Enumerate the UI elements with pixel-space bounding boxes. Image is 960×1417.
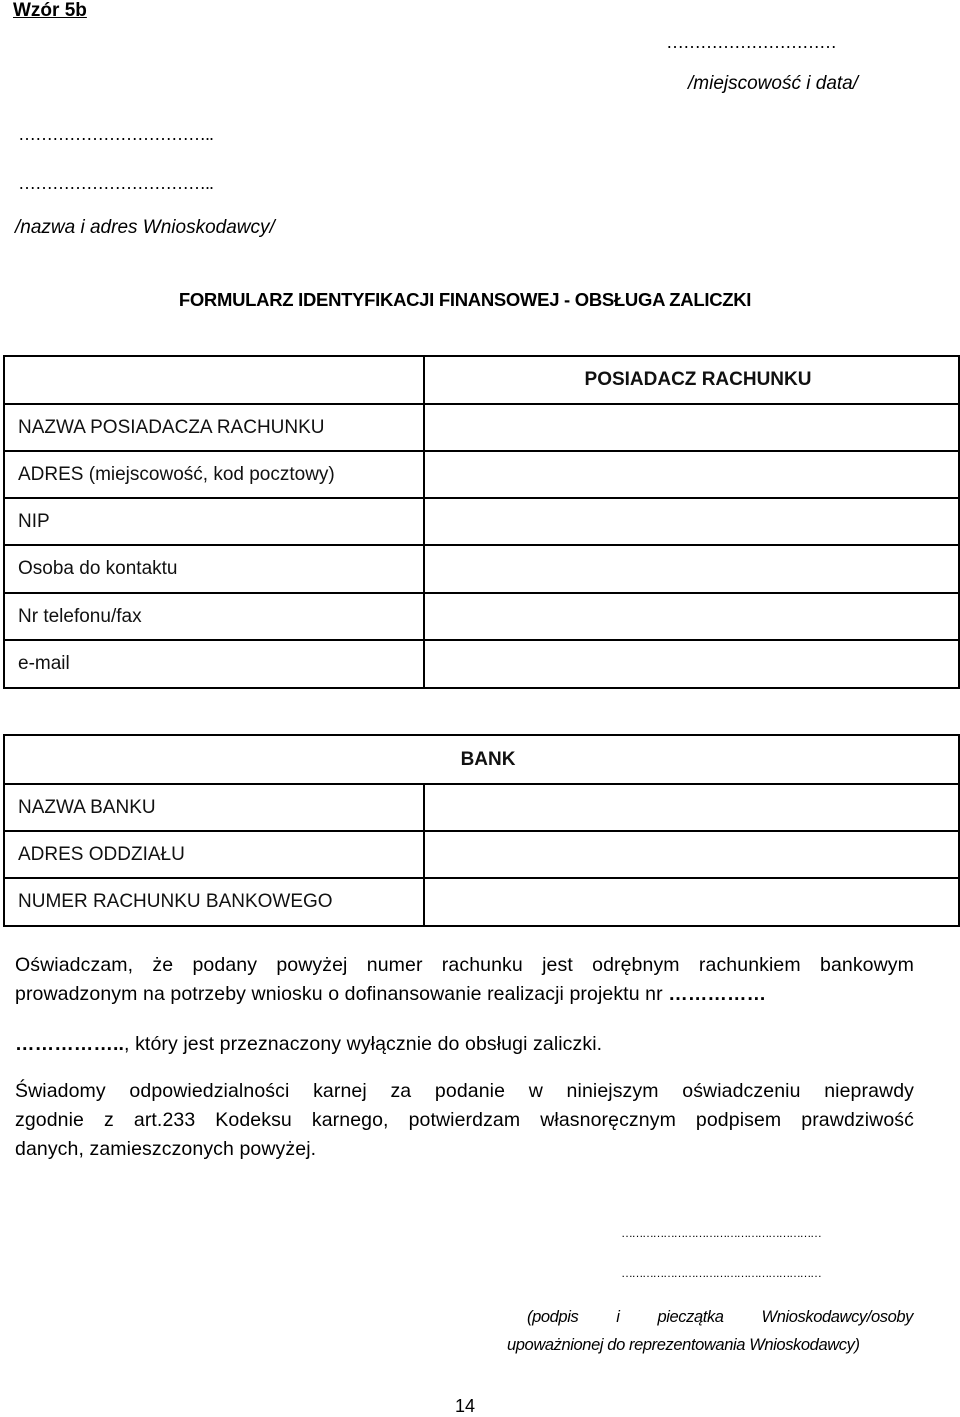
applicant-dots-line-2: …………………………….. xyxy=(18,173,214,193)
declaration-line-3-text: , który jest przeznaczony wyłącznie do obsługi zaliczki. xyxy=(124,1033,603,1055)
applicant-dots-line-1: …………………………….. xyxy=(18,124,214,144)
page-number: 14 xyxy=(455,1396,476,1416)
liability-line-2: zgodnie z art.233 Kodeksu karnego, potwierdzam własnoręcznym podpisem prawdziwość xyxy=(15,1109,914,1131)
applicant-label: /nazwa i adres Wnioskodawcy/ xyxy=(15,217,275,238)
bank-name-label: NAZWA BANKU xyxy=(4,784,424,831)
bank-account-number-label: NUMER RACHUNKU BANKOWEGO xyxy=(4,878,424,926)
account-holder-table xyxy=(3,355,960,689)
form-code: Wzór 5b xyxy=(13,0,87,21)
branch-address-field[interactable] xyxy=(424,831,959,878)
declaration-line-3 xyxy=(15,1030,914,1059)
signature-dots-line-1: ………………………………………………… xyxy=(621,1226,821,1240)
signature-dots-line-2: ………………………………………………… xyxy=(621,1266,821,1280)
signature-caption-line-1: (podpis i pieczątka Wnioskodawcy/osoby xyxy=(527,1308,913,1326)
contact-person-label: Osoba do kontaktu xyxy=(4,545,424,593)
bank-account-number-field[interactable] xyxy=(424,878,959,926)
place-date-dots: ………………………… xyxy=(666,32,836,52)
bank-heading: BANK xyxy=(4,735,959,784)
account-holder-name-field[interactable] xyxy=(424,404,959,451)
nip-label: NIP xyxy=(4,498,424,545)
branch-address-label: ADRES ODDZIAŁU xyxy=(4,831,424,878)
declaration-line-2 xyxy=(15,980,914,1009)
account-holder-address-label: ADRES (miejscowość, kod pocztowy) xyxy=(4,451,424,498)
account-holder-name-label: NAZWA POSIADACZA RACHUNKU xyxy=(4,404,424,451)
contact-person-field[interactable] xyxy=(424,545,959,593)
liability-line-3: danych, zamieszczonych powyżej. xyxy=(15,1138,317,1160)
declaration-line-2-text: prowadzonym na potrzeby wniosku o dofinansowanie realizacji projektu nr xyxy=(15,983,669,1005)
nip-field[interactable] xyxy=(424,498,959,545)
form-title: FORMULARZ IDENTYFIKACJI FINANSOWEJ - OBSŁUGA ZALICZKI xyxy=(178,289,752,310)
bank-name-field[interactable] xyxy=(424,784,959,831)
email-label: e-mail xyxy=(4,640,424,688)
phone-fax-label: Nr telefonu/fax xyxy=(4,593,424,640)
account-holder-heading: POSIADACZ RACHUNKU xyxy=(424,356,959,404)
liability-line-1: Świadomy odpowiedzialności karnej za podanie w niniejszym oświadczeniu nieprawdy xyxy=(15,1080,914,1102)
bank-table xyxy=(3,734,960,927)
project-number-dots-continued: …………….. xyxy=(15,1033,125,1055)
account-holder-address-field[interactable] xyxy=(424,451,959,498)
phone-fax-field[interactable] xyxy=(424,593,959,640)
project-number-dots: …………… xyxy=(668,983,767,1005)
declaration-line-1: Oświadczam, że podany powyżej numer rachunku jest odrębnym rachunkiem bankowym xyxy=(15,954,914,976)
email-field[interactable] xyxy=(424,640,959,688)
account-holder-corner-cell xyxy=(4,356,424,404)
signature-caption-line-2: upoważnionej do reprezentowania Wnioskodawcy) xyxy=(507,1336,860,1354)
place-date-label: /miejscowość i data/ xyxy=(688,73,859,94)
